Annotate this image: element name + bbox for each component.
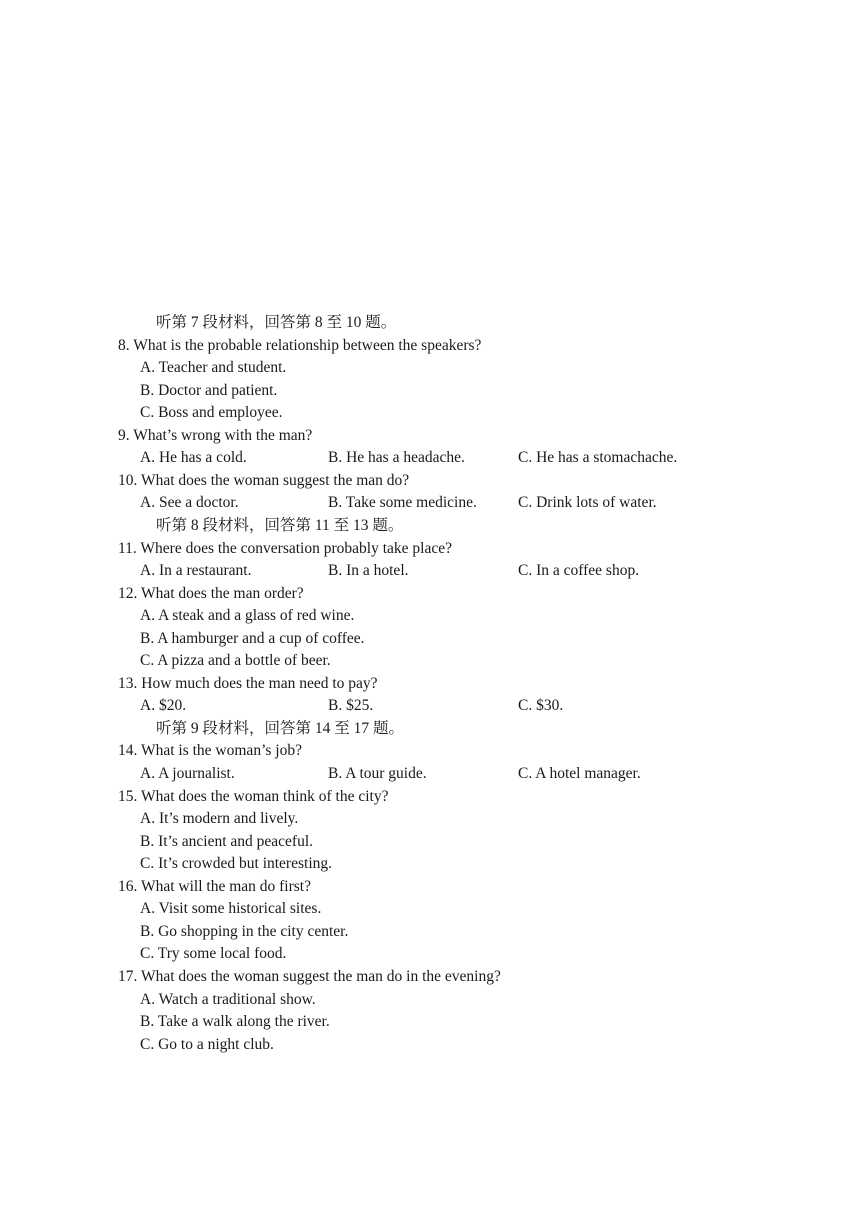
answer-option: C. $30. [518,697,564,714]
answer-option: C. Drink lots of water. [518,494,657,511]
section-heading: 听第 7 段材料，回答第 8 至 10 题。 [156,314,397,331]
options-row [0,448,860,468]
answer-option: A. A journalist. [140,765,235,782]
options-row [0,696,860,716]
answer-option: C. It’s crowded but interesting. [140,855,332,872]
question-stem: 15. What does the woman think of the city? [118,788,389,805]
answer-option: C. A pizza and a bottle of beer. [140,652,331,669]
question-stem: 13. How much does the man need to pay? [118,675,378,692]
answer-option: A. He has a cold. [140,449,247,466]
answer-option: C. Boss and employee. [140,404,283,421]
answer-option: B. It’s ancient and peaceful. [140,833,314,850]
options-row [0,561,860,581]
answer-option: B. Go shopping in the city center. [140,923,349,940]
answer-option: B. He has a headache. [328,449,465,466]
answer-option: B. A hamburger and a cup of coffee. [140,630,365,647]
section-heading: 听第 8 段材料，回答第 11 至 13 题。 [156,517,404,534]
answer-option: A. It’s modern and lively. [140,810,299,827]
section-heading: 听第 9 段材料，回答第 14 至 17 题。 [156,720,405,737]
question-stem: 14. What is the woman’s job? [118,742,302,759]
answer-option: A. $20. [140,697,187,714]
question-stem: 8. What is the probable relationship between the speakers? [118,337,482,354]
answer-option: C. Go to a night club. [140,1036,274,1053]
question-stem: 12. What does the man order? [118,585,304,602]
answer-option: A. Visit some historical sites. [140,900,322,917]
answer-option: A. Teacher and student. [140,359,287,376]
answer-option: C. In a coffee shop. [518,562,640,579]
options-row [0,764,860,784]
answer-option: B. Take a walk along the river. [140,1013,330,1030]
answer-option: B. $25. [328,697,374,714]
question-stem: 17. What does the woman suggest the man do in the evening? [118,968,501,985]
answer-option: A. In a restaurant. [140,562,252,579]
question-stem: 11. Where does the conversation probably take place? [118,540,452,557]
answer-option: C. He has a stomachache. [518,449,678,466]
answer-option: A. A steak and a glass of red wine. [140,607,355,624]
answer-option: B. A tour guide. [328,765,427,782]
answer-option: C. Try some local food. [140,945,287,962]
answer-option: C. A hotel manager. [518,765,641,782]
answer-option: A. Watch a traditional show. [140,991,316,1008]
answer-option: A. See a doctor. [140,494,239,511]
question-stem: 10. What does the woman suggest the man do? [118,472,410,489]
question-stem: 16. What will the man do first? [118,878,311,895]
question-stem: 9. What’s wrong with the man? [118,427,313,444]
answer-option: B. Take some medicine. [328,494,477,511]
options-row [0,493,860,513]
answer-option: B. Doctor and patient. [140,382,278,399]
answer-option: B. In a hotel. [328,562,409,579]
